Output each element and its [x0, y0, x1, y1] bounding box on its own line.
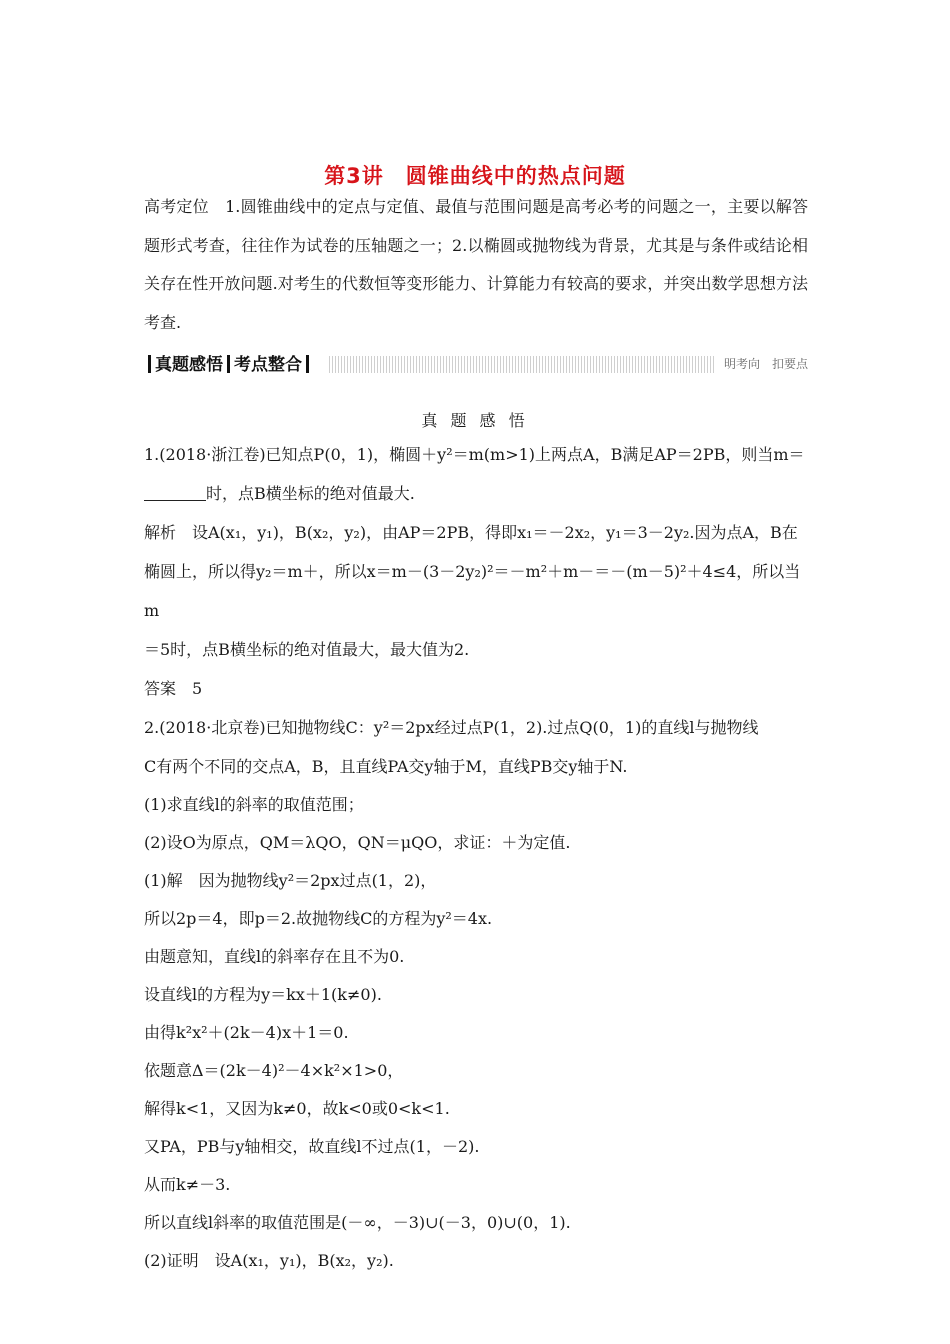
section-banner	[144, 352, 812, 378]
intro-paragraph: 高考定位 1.圆锥曲线中的定点与定值、最值与范围问题是高考必考的问题之一，主要以解答题形式考查，往往作为试卷的压轴题之一；2.以椭圆或抛物线为背景，尤其是与条件或结论相关存在性开放问题.对考生的代数恒等变形能力、计算能力有较高的要求，并突出数学思想方法考查.	[144, 197, 808, 332]
q1-line-suffix: 时，点B横坐标的绝对值最大.	[206, 484, 415, 503]
solution-line: ＝5时，点B横坐标的绝对值最大，最大值为2.	[144, 640, 470, 659]
solution-line: (1)解 因为抛物线y²＝2px过点(1，2)，	[144, 871, 437, 890]
q2-line: 2.(2018·北京卷)已知抛物线C：y²＝2px经过点P(1，2).过点Q(0，1)的直线l与抛物线	[144, 718, 759, 737]
banner-divider	[148, 355, 151, 373]
solution-line: 又PA，PB与y轴相交，故直线l不过点(1，－2).	[144, 1137, 480, 1156]
solution-line: 椭圆上，所以得y₂＝m＋，所以x＝m－(3－2y₂)²＝－m²＋m－＝－(m－5)²＋4≤4，所以当m	[144, 562, 801, 620]
solution-line: 由得k²x²＋(2k－4)x＋1＝0.	[144, 1023, 349, 1042]
solution-line: 设直线l的方程为y＝kx＋1(k≠0).	[144, 985, 382, 1004]
banner-label-b: 考点整合	[234, 355, 302, 375]
solution-line: 由题意知，直线l的斜率存在且不为0.	[144, 947, 405, 966]
q1-line	[144, 474, 808, 513]
section-title: 真 题 感 悟	[421, 411, 529, 430]
answer-blank	[144, 486, 206, 501]
banner-divider	[306, 355, 309, 373]
q1-line: 1.(2018·浙江卷)已知点P(0，1)，椭圆＋y²＝m(m>1)上两点A，B满足AP＝2PB，则当m＝	[144, 445, 805, 464]
solution-line: 依题意Δ＝(2k－4)²－4×k²×1>0，	[144, 1061, 404, 1080]
solution-line: 从而k≠－3.	[144, 1175, 231, 1194]
document-body	[144, 435, 808, 1280]
q2-part: (2)设O为原点，QM＝λQO，QN＝μQO，求证：＋为定值.	[144, 833, 571, 852]
q2-line: C有两个不同的交点A，B，且直线PA交y轴于M，直线PB交y轴于N.	[144, 757, 628, 776]
solution-line: 解得k<1，又因为k≠0，故k<0或0<k<1.	[144, 1099, 450, 1118]
answer-line: 答案 5	[144, 679, 203, 698]
banner-divider	[227, 355, 230, 373]
banner-label-a: 真题感悟	[155, 355, 223, 375]
solution-line: (2)证明 设A(x₁，y₁)，B(x₂，y₂).	[144, 1251, 394, 1270]
solution-line: 所以2p＝4，即p＝2.故抛物线C的方程为y²＝4x.	[144, 909, 493, 928]
q2-part: (1)求直线l的斜率的取值范围；	[144, 795, 364, 814]
solution-line: 所以直线l斜率的取值范围是(－∞，－3)∪(－3，0)∪(0，1).	[144, 1213, 571, 1232]
banner-label	[144, 352, 319, 378]
solution-line: 解析 设A(x₁，y₁)，B(x₂，y₂)，由AP＝2PB，得即x₁＝－2x₂，y₁＝3－2y₂.因为点A，B在	[144, 523, 798, 542]
banner-right-label: 明考向 扣要点	[714, 356, 812, 373]
page-title: 第3讲 圆锥曲线中的热点问题	[324, 164, 626, 188]
